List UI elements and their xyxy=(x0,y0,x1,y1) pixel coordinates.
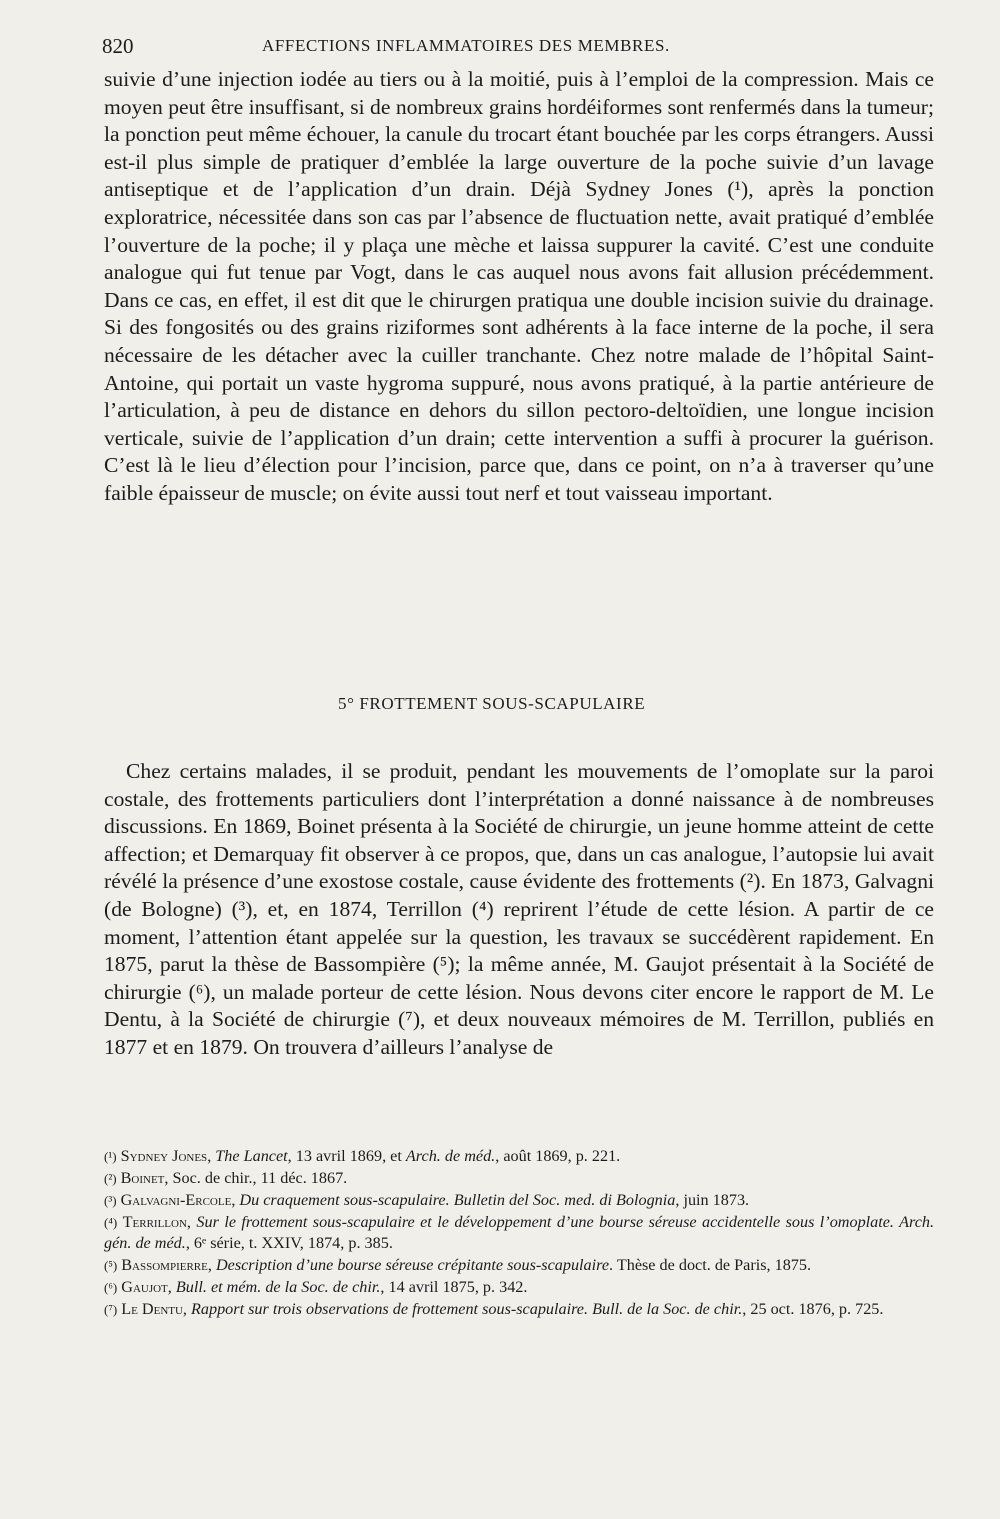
footnote xyxy=(104,1212,934,1254)
footnote-title: Bull. et mém. de la Soc. de chir. xyxy=(175,1278,381,1296)
footnote-text: , xyxy=(167,1278,176,1296)
footnote-text: . Thèse de doct. de Paris, 1875. xyxy=(609,1256,812,1274)
running-title: AFFECTIONS INFLAMMATOIRES DES MEMBRES. xyxy=(262,36,670,55)
footnote-number: (⁷) xyxy=(104,1302,118,1317)
footnote xyxy=(104,1146,934,1167)
footnote-text: , Soc. de chir., 11 déc. 1867. xyxy=(164,1169,348,1187)
footnote-title: Arch. de méd. xyxy=(405,1147,496,1165)
footnote-number: (²) xyxy=(104,1171,117,1186)
footnote-author: Le Dentu xyxy=(121,1300,183,1318)
footnote-title: The Lancet xyxy=(215,1147,288,1165)
footnote-author: Gaujot xyxy=(121,1278,168,1296)
footnote-title: Rapport sur trois observations de frottement sous-scapulaire. Bull. de la Soc. de chir. xyxy=(191,1300,743,1318)
footnotes xyxy=(104,1146,934,1321)
footnote-author: Boinet xyxy=(120,1169,165,1187)
footnote-author: Bassompierre xyxy=(121,1256,208,1274)
footnote-text: , 6ᵉ série, t. XXIV, 1874, p. 385. xyxy=(185,1234,393,1252)
footnote-text: , xyxy=(207,1256,216,1274)
footnote xyxy=(104,1255,934,1276)
body-paragraph: suivie d’une injection iodée au tiers ou à la moitié, puis à l’emploi de la compression. Mais ce moyen peut être insuffisant, si de nombreux grains hordéiformes sont renfermés dans la tumeur; la ponction peut même échouer, la canule du trocart étant bouchée par les corps étrangers. Aussi est-il plus simple de pratiquer d’emblée la large ouverture de la poche suivie d’un lavage antiseptique et de l’application d’un drain. Déjà Sydney Jones (¹), après la ponction exploratrice, nécessitée dans son cas par l’absence de fluctuation nette, avait pratiqué d’emblée l’ouverture de la poche; il y plaça une mèche et laissa suppurer la cavité. C’est une conduite analogue qui fut tenue par Vogt, dans le cas auquel nous avons fait allusion précédemment. Dans ce cas, en effet, il est dit que le chirurgen pratiqua une double incision suivie du drainage. Si des fongosités ou des grains riziformes sont adhérents à la face interne de la poche, il sera nécessaire de les détacher avec la cuiller tranchante. Chez notre malade de l’hôpital Saint-Antoine, qui portait un vaste hygroma suppuré, nous avons pratiqué, à la partie antérieure de l’articulation, à peu de distance en dehors du sillon pectoro-deltoïdien, une longue incision verticale, suivie de l’application d’un drain; cette intervention a suffi à procurer la guérison. C’est là le lieu d’élection pour l’incision, parce que, dans ce point, on n’a à traverser qu’une faible épaisseur de muscle; on évite aussi tout nerf et tout vaisseau important. xyxy=(104,67,934,505)
footnote-text: , 25 oct. 1876, p. 725. xyxy=(742,1300,884,1318)
footnote-title: Du craquement sous-scapulaire. Bulletin del Soc. med. di Bolognia xyxy=(239,1191,676,1209)
footnote-title: Sur le frottement sous-scapulaire et le développement d’une bourse séreuse accidentelle sous l’omoplate. Arch. gén. de méd. xyxy=(104,1213,935,1252)
body-paragraph-2-block xyxy=(104,758,934,1062)
footnote-author: Terrillon xyxy=(122,1213,187,1231)
footnote-text: , août 1869, p. 221. xyxy=(495,1147,621,1165)
footnote-number: (³) xyxy=(104,1193,117,1208)
footnote-text: , 14 avril 1875, p. 342. xyxy=(380,1278,528,1296)
footnote-number: (¹) xyxy=(104,1149,117,1164)
footnote-title: Description d’une bourse séreuse crépitante sous-scapulaire xyxy=(215,1256,610,1274)
footnote xyxy=(104,1277,934,1298)
footnote-number: (⁶) xyxy=(104,1280,118,1295)
footnote xyxy=(104,1190,934,1211)
footnote-number: (⁴) xyxy=(104,1215,118,1230)
footnote-author: Sydney Jones xyxy=(120,1147,208,1165)
footnote-text: , xyxy=(186,1213,197,1231)
footnote-text: , juin 1873. xyxy=(675,1191,750,1209)
page-header xyxy=(102,34,932,64)
footnote xyxy=(104,1299,934,1320)
body-paragraph-1-block xyxy=(104,66,934,508)
footnote-text: , xyxy=(231,1191,240,1209)
footnote-number: (⁵) xyxy=(104,1258,118,1273)
footnote-text: , xyxy=(182,1300,192,1318)
footnote-author: Galvagni-Ercole xyxy=(120,1191,232,1209)
footnote-text: , 13 avril 1869, et xyxy=(287,1147,406,1165)
body-paragraph: Chez certains malades, il se produit, pendant les mouvements de l’omoplate sur la paroi costale, des frottements particuliers dont l’interprétation a donné naissance à de nombreuses discussions. En 1869, Boinet présenta à la Société de chirurgie, un jeune homme atteint de cette affection; et Demarquay fit observer à ce propos, que, dans un cas analogue, l’autopsie lui avait révélé la présence d’une exostose costale, cause évidente des frottements (²). En 1873, Galvagni (de Bologne) (³), et, en 1874, Terrillon (⁴) reprirent l’étude de cette lésion. A partir de ce moment, l’attention étant appelée sur la question, les travaux se succédèrent rapidement. En 1875, parut la thèse de Bassompière (⁵); la même année, M. Gaujot présentait à la Société de chirurgie (⁶), un malade porteur de cette lésion. Nous devons citer encore le rapport de M. Le Dentu, à la Société de chirurgie (⁷), et deux nouveaux mémoires de M. Terrillon, publiés en 1877 et en 1879. On trouvera d’ailleurs l’analyse de xyxy=(104,759,934,1059)
section-heading: 5° FROTTEMENT SOUS-SCAPULAIRE xyxy=(338,694,646,713)
footnote xyxy=(104,1168,934,1189)
footnote-text: , xyxy=(207,1147,216,1165)
page-number: 820 xyxy=(102,34,134,58)
